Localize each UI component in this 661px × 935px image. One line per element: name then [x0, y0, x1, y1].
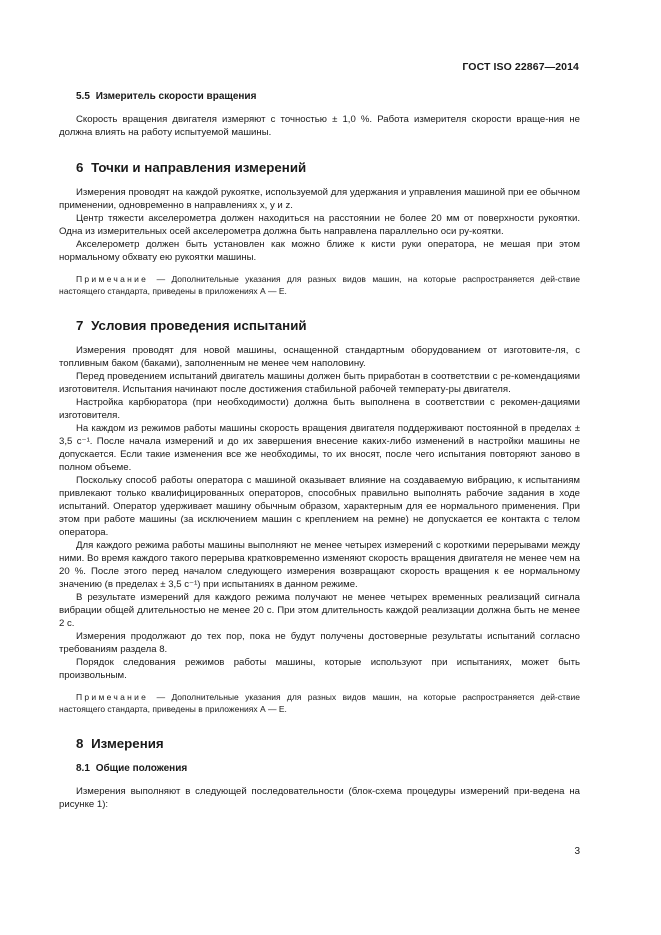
paragraph: В результате измерений для каждого режима получают не менее четырех временных реализаций сигнала вибрации общей длительностью не менее 20 с. При этом длительность каждой реализации должна быть не менее 2 с. [59, 592, 580, 629]
section-number: 8 [76, 736, 84, 751]
section-number: 6 [76, 160, 84, 175]
note-text: — Дополнительные указания для разных видов машин, на которые распространяется дей-ствие настоящего стандарта, приведены в приложениях А — Е. [59, 274, 580, 296]
paragraph: На каждом из режимов работы машины скорость вращения двигателя поддерживают постоянной в пределах ± 3,5 с⁻¹. После начала измерений и до их завершения внесение каких-либо изменений в настройки машины не допускается. Если такие изменения все же необходимы, то их вносят, после чего испытания повторяют заново в полном объеме. [59, 423, 580, 473]
note-label: Примечание [76, 274, 149, 284]
section-title: Условия проведения испытаний [91, 318, 307, 333]
page-number: 3 [574, 846, 580, 857]
section-number: 7 [76, 318, 84, 333]
standard-code-header: ГОСТ ISO 22867—2014 [462, 61, 579, 73]
section-title: Общие положения [95, 763, 188, 774]
note-label: Примечание [76, 692, 149, 702]
section-title: Точки и направления измерений [91, 160, 307, 175]
section-5-5-heading [76, 90, 580, 103]
section-title: Измеритель скорости вращения [95, 91, 257, 102]
paragraph: Поскольку способ работы оператора с машиной оказывает влияние на создаваемую вибрацию, к испытаниям привлекают только квалифицированных операторов, способных правильно выполнять рабочие задания в ходе испытаний. Оператор удерживает машину обычным образом, характерным для ее нормального применения. При этом при работе машины (за исключением машин с креплением на ремне) не допускается ее контакта с телом оператора. [59, 475, 580, 538]
section-title: Измерения [91, 736, 164, 751]
paragraph: Измерения проводят на каждой рукоятке, используемой для удержания и управления машиной при ее обычном применении, одновременно в направлениях x, y и z. [59, 187, 580, 211]
paragraph: Измерения продолжают до тех пор, пока не будут получены достоверные результаты испытаний согласно требованиям раздела 8. [59, 631, 580, 655]
note [59, 273, 580, 297]
section-number: 8.1 [76, 763, 90, 774]
note [59, 691, 580, 715]
paragraph: Центр тяжести акселерометра должен находиться на расстоянии не более 20 мм от поверхности рукоятки. Одна из измерительных осей акселерометра должна быть направлена параллельно оси ру-коятки. [59, 213, 580, 237]
section-7-heading [76, 318, 580, 334]
section-8-heading [76, 736, 580, 752]
paragraph: Акселерометр должен быть установлен как можно ближе к кисти руки оператора, не мешая при этом нормальному обхвату ею рукоятки машины. [59, 239, 580, 263]
paragraph: Порядок следования режимов работы машины, которые используют при испытаниях, может быть произвольным. [59, 657, 580, 681]
paragraph: Измерения проводят для новой машины, оснащенной стандартным оборудованием от изготовите-ля, с топливным баком (баками), заполненным не менее чем наполовину. [59, 345, 580, 369]
paragraph: Измерения выполняют в следующей последовательности (блок-схема процедуры измерений при-ведена на рисунке 1): [59, 786, 580, 810]
paragraph: Перед проведением испытаний двигатель машины должен быть приработан в соответствии с ре-комендациями изготовителя. Испытания начинают после достижения стабильной рабочей температу-ры двигателя. [59, 371, 580, 395]
paragraph: Для каждого режима работы машины выполняют не менее четырех измерений с короткими перерывами между ними. Во время каждого такого перерыва кратковременно изменяют скорость вращения двигателя не менее чем на 20 %. После этого перед началом следующего измерения возвращают скорость вращения к ее нормальному значению (в пределах ± 3,5 с⁻¹) при испытаниях в данном режиме. [59, 540, 580, 590]
section-6-heading [76, 160, 580, 176]
paragraph: Настройка карбюратора (при необходимости) должна быть выполнена в соответствии с рекомен-дациями изготовителя. [59, 397, 580, 421]
section-number: 5.5 [76, 91, 90, 102]
paragraph: Скорость вращения двигателя измеряют с точностью ± 1,0 %. Работа измерителя скорости враще-ния не должна влиять на работу испытуемой машины. [59, 114, 580, 138]
section-8-1-heading [76, 762, 580, 775]
note-text: — Дополнительные указания для разных видов машин, на которые распространяется дей-ствие настоящего стандарта, приведены в приложениях А — Е. [59, 692, 580, 714]
page-content [59, 90, 580, 811]
